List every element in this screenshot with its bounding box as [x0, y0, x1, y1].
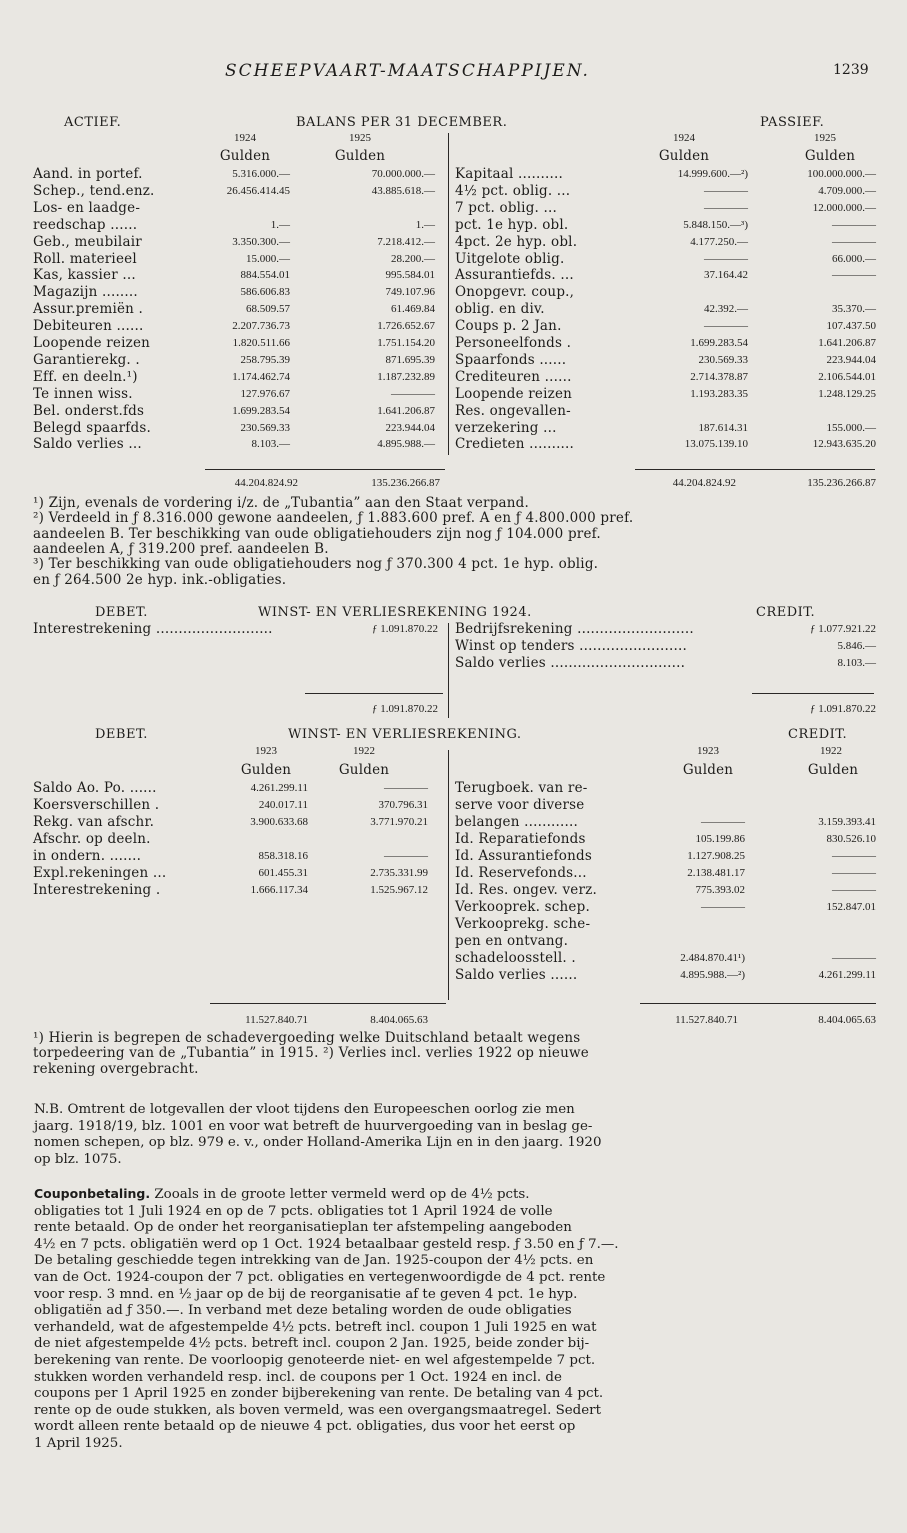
actief-row-1925: ————	[391, 387, 435, 400]
actief-row-label: Schep., tend.enz.	[33, 182, 155, 199]
coupon-line: verhandeld, wat de afgestempelde 4½ pcts. betreft incl. coupon 1 Juli 1925 en wat	[34, 1319, 597, 1335]
wv-debet-row-2: 1.525.967.12	[370, 884, 428, 896]
wv1924-credit-value: 5.846.—	[837, 640, 876, 652]
wv-credit-row-label: Saldo verlies ......	[455, 967, 578, 983]
passief-row-label: pct. 1e hyp. obl.	[455, 216, 569, 233]
nb-line: jaarg. 1918/19, blz. 1001 en voor wat betreft de huurvergoeding van in beslag ge-	[34, 1118, 593, 1134]
passief-row-1925: 100.000.000.—	[807, 168, 876, 180]
actief-row-label: Aand. in portef.	[33, 166, 143, 182]
wv-debet-row-label: Afschr. op deeln.	[33, 831, 151, 847]
wv1924-debet-total-rule	[305, 693, 443, 694]
passief-row-label: 4½ pct. oblig. ...	[455, 182, 571, 199]
passief-row-1925: 35.370.—	[832, 303, 876, 316]
actief-row-1924: 26.456.414.45	[226, 184, 290, 197]
wv1924-credit-total-rule	[752, 693, 874, 694]
passief-row-1925: ————	[832, 235, 876, 248]
actief-row-label: Debiteuren ......	[33, 318, 144, 335]
balans-footnote-line: aandeelen A, ƒ 319.200 pref. aandeelen B.	[33, 540, 329, 557]
passief-row-1924: ————	[704, 252, 748, 265]
nb-line: op blz. 1075.	[34, 1151, 122, 1167]
wv-credit-label: CREDIT.	[788, 727, 848, 742]
actief-row-1925: 1.726.652.67	[377, 320, 435, 333]
wv-credit-row-2: 3.159.393.41	[818, 816, 876, 828]
wv-debet-row-1: 1.666.117.34	[250, 884, 308, 896]
coupon-line: coupons per 1 April 1925 en zonder bijberekening van rente. De betaling van 4 pct.	[34, 1386, 604, 1402]
actief-row-1925: 995.584.01	[385, 269, 435, 282]
wv-title: WINST- EN VERLIESREKENING.	[288, 727, 522, 742]
wv1924-divider	[448, 623, 449, 718]
coupon-line: van de Oct. 1924-coupon der 7 pct. obligaties en vertegenwoordigde de 4 pct. rente	[34, 1269, 606, 1285]
wv-credit-total-rule	[640, 1003, 876, 1004]
actief-row-1925: 223.944.04	[385, 421, 435, 434]
wv1924-debet-label: DEBET.	[95, 605, 148, 620]
wv-divider	[448, 750, 449, 1000]
passief-row-label: 4pct. 2e hyp. obl.	[455, 233, 578, 250]
passief-row-1924: ————	[704, 320, 748, 333]
actief-row-1924: 1.699.283.54	[232, 404, 290, 417]
passief-unit-1924: Gulden	[658, 148, 710, 164]
actief-row-1925: 1.187.232.89	[377, 370, 435, 383]
balans-passief-total-1924: 44.204.824.92	[672, 477, 736, 489]
coupon-line: obligaties tot 1 Juli 1924 en op de 7 pcts. obligaties tot 1 April 1924 de volle	[34, 1203, 553, 1219]
coupon-line: Zooals in de groote letter vermeld werd op de 4½ pcts.	[150, 1187, 530, 1202]
coupon-line: stukken worden verhandeld resp. incl. de coupons per 1 Oct. 1924 en incl. de	[34, 1369, 562, 1385]
wv-credit-row-label: Id. Reparatiefonds	[455, 831, 586, 847]
wv-footnote-line: torpedeering van de „Tubantia” in 1915. ²) Verlies incl. verlies 1922 op nieuwe	[33, 1045, 589, 1062]
passief-row-label: Onopgevr. coup.,	[455, 284, 575, 301]
wv-debet-row-1: 4.261.299.11	[250, 782, 308, 794]
wv-credit-row-label: schadeloosstell. .	[455, 950, 576, 966]
passief-row-label: Spaarfonds ......	[455, 351, 567, 368]
passief-row-label: Kapitaal ..........	[455, 166, 563, 182]
nb-line: N.B. Omtrent de lotgevallen der vloot tijdens den Europeeschen oorlog zie men	[34, 1102, 575, 1117]
actief-row-1924: 2.207.736.73	[232, 320, 290, 333]
wv-debet-label: DEBET.	[95, 727, 148, 742]
actief-row-1924: 15.000.—	[246, 252, 290, 265]
actief-row-1925: 871.695.39	[385, 353, 435, 366]
actief-row-1925: 28.200.—	[391, 252, 435, 265]
balans-actief-total-1925: 135.236.266.87	[371, 477, 440, 489]
passief-row-label: Coups p. 2 Jan.	[455, 318, 562, 335]
wv-credit-row-1: ————	[701, 901, 745, 913]
balans-passief-total-rule	[635, 469, 875, 470]
coupon-heading: Couponbetaling.	[34, 1186, 151, 1201]
actief-row-label: Kas, kassier ...	[33, 267, 136, 284]
wv-credit-row-label: belangen ............	[455, 814, 579, 830]
wv-credit-year-2: 1922	[820, 745, 842, 757]
wv-credit-row-label: Verkooprekg. sche-	[455, 916, 591, 932]
balans-title: BALANS PER 31 DECEMBER.	[296, 115, 508, 130]
actief-row-label: Saldo verlies ...	[33, 436, 142, 453]
balans-divider	[448, 133, 449, 455]
running-title: SCHEEPVAART-MAATSCHAPPIJEN.	[225, 61, 590, 81]
wv-debet-year-2: 1922	[353, 745, 375, 757]
wv-credit-unit-2: Gulden	[807, 762, 859, 778]
wv-debet-row-2: 370.796.31	[378, 799, 428, 811]
actief-row-label: Bel. onderst.fds	[33, 402, 145, 419]
passief-row-label: Loopende reizen	[455, 385, 573, 402]
actief-year-1924: 1924	[234, 132, 256, 144]
wv1924-debet-value: ƒ 1.091.870.22	[372, 623, 438, 635]
wv-credit-row-label: Id. Reservefonds...	[455, 865, 587, 881]
passief-row-1925: 2.106.544.01	[818, 370, 876, 383]
wv1924-title: WINST- EN VERLIESREKENING 1924.	[258, 605, 532, 620]
actief-row-1925: 1.641.206.87	[377, 404, 435, 417]
wv-credit-row-label: pen en ontvang.	[455, 933, 569, 949]
actief-row-1925: 4.895.988.—	[377, 438, 435, 451]
balans-actief-total-rule	[205, 469, 445, 470]
passief-row-1924: 1.193.283.35	[690, 387, 748, 400]
coupon-line: rente betaald. Op de onder het reorganisatieplan ter afstempeling aangeboden	[34, 1220, 572, 1236]
wv-debet-row-label: Interestrekening .	[33, 882, 161, 898]
passief-row-1925: 1.641.206.87	[818, 337, 876, 349]
passief-row-label: verzekering ...	[455, 419, 557, 436]
passief-year-1925: 1925	[814, 132, 836, 144]
actief-row-label: Magazijn ........	[33, 284, 138, 301]
wv-credit-row-label: Id. Assurantiefonds	[455, 848, 592, 864]
couponbetaling-paragraph	[34, 1186, 876, 1453]
actief-row-1925: 1.—	[415, 218, 435, 231]
actief-row-label: Geb., meubilair	[33, 233, 142, 250]
wv-credit-row-1: 1.127.908.25	[687, 850, 745, 862]
wv-debet-unit-1: Gulden	[240, 762, 292, 778]
passief-row-label: Personeelfonds .	[455, 335, 572, 351]
actief-label: ACTIEF.	[64, 115, 122, 130]
actief-row-1925: 43.885.618.—	[371, 184, 435, 197]
wv-debet-row-1: 3.900.633.68	[250, 816, 308, 828]
passief-row-1925: 12.000.000.—	[812, 201, 876, 214]
balans-footnote-line: aandeelen B. Ter beschikking van oude obligatiehouders zijn nog ƒ 104.000 pref.	[33, 525, 601, 542]
nb-paragraph	[34, 1102, 876, 1168]
coupon-line: 1 April 1925.	[34, 1435, 123, 1451]
coupon-line: rente op de oude stukken, als boven vermeld, was een overgangsmaatregel. Sedert	[34, 1402, 601, 1418]
passief-row-label: Assurantiefds. ...	[455, 267, 574, 284]
wv-debet-row-label: Expl.rekeningen ...	[33, 865, 167, 881]
passief-row-1924: ————	[704, 184, 748, 197]
passief-row-1924: 37.164.42	[704, 269, 748, 282]
passief-row-1925: 223.944.04	[826, 353, 876, 366]
actief-row-1924: 8.103.—	[251, 438, 290, 451]
wv-credit-row-1: 2.484.870.41¹)	[680, 952, 745, 964]
wv-debet-row-label: in ondern. .......	[33, 848, 142, 864]
actief-row-1925: 70.000.000.—	[371, 168, 435, 180]
actief-row-label: Garantierekg. .	[33, 351, 140, 368]
wv1924-credit-label-row: Bedrijfsrekening ..........................	[455, 621, 694, 637]
actief-row-1925: 61.469.84	[391, 303, 435, 316]
passief-row-1925: 12.943.635.20	[812, 438, 876, 451]
balans-footnote-line: ¹) Zijn, evenals de vordering i/z. de „Tubantia” aan den Staat verpand.	[33, 495, 530, 511]
wv1924-credit-label-row: Saldo verlies ..............................	[455, 655, 686, 671]
actief-row-label: Roll. materieel	[33, 250, 137, 267]
wv1924-credit-value: ƒ 1.077.921.22	[810, 623, 876, 635]
wv-credit-unit-1: Gulden	[682, 762, 734, 778]
wv-debet-total-1: 11.527.840.71	[245, 1014, 308, 1026]
wv-debet-total-rule	[210, 1003, 446, 1004]
coupon-line: voor resp. 3 mnd. en ½ jaar op de bij de reorganisatie af te geven 4 pct. 1e hyp.	[34, 1286, 578, 1302]
wv-debet-row-2: 2.735.331.99	[370, 867, 428, 879]
wv-credit-row-2: ————	[832, 952, 876, 964]
actief-row-label: Eff. en deeln.¹)	[33, 368, 138, 385]
wv-debet-row-1: 858.318.16	[258, 850, 308, 862]
actief-unit-1925: Gulden	[334, 148, 386, 164]
actief-row-label: Loopende reizen	[33, 335, 151, 351]
balans-footnote-line: ³) Ter beschikking van oude obligatiehouders nog ƒ 370.300 4 pct. 1e hyp. oblig.	[33, 556, 599, 573]
actief-row-label: Assur.premiën .	[33, 301, 144, 318]
actief-row-label: Belegd spaarfds.	[33, 419, 151, 436]
coupon-line: wordt alleen rente betaald op de nieuwe 4 pct. obligaties, dus voor het eerst op	[34, 1419, 576, 1435]
balans-actief-total-1924: 44.204.824.92	[234, 477, 298, 489]
passief-row-1924: 230.569.33	[698, 353, 748, 366]
passief-row-1925: 4.709.000.—	[818, 184, 876, 197]
wv-debet-row-1: 240.017.11	[258, 799, 308, 811]
wv1924-debet-total: ƒ 1.091.870.22	[372, 703, 438, 715]
wv-credit-row-1: ————	[701, 816, 745, 828]
wv1924-credit-value: 8.103.—	[837, 657, 876, 669]
wv-debet-row-2: 3.771.970.21	[370, 816, 428, 828]
wv-credit-row-2: 830.526.10	[826, 833, 876, 845]
actief-row-1924: 258.795.39	[240, 353, 290, 366]
actief-year-1925: 1925	[349, 132, 371, 144]
wv-credit-row-label: Id. Res. ongev. verz.	[455, 882, 597, 898]
passief-row-1925: 1.248.129.25	[818, 387, 876, 400]
passief-row-label: oblig. en div.	[455, 301, 545, 318]
passief-row-label: Res. ongevallen-	[455, 402, 571, 419]
wv1924-credit-total: ƒ 1.091.870.22	[810, 703, 876, 715]
passief-label: PASSIEF.	[760, 115, 825, 130]
actief-row-1925: 7.218.412.—	[377, 235, 435, 248]
wv-debet-row-label: Rekg. van afschr.	[33, 814, 155, 830]
wv-credit-row-2: ————	[832, 867, 876, 879]
wv-credit-row-label: Verkooprek. schep.	[455, 899, 590, 915]
passief-row-1925: ————	[832, 218, 876, 231]
balans-footnote-line: ²) Verdeeld in ƒ 8.316.000 gewone aandeelen, ƒ 1.883.600 pref. A en ƒ 4.800.000 pref.	[33, 510, 634, 527]
wv-credit-row-1: 4.895.988.—²)	[680, 969, 745, 981]
wv-debet-row-1: 601.455.31	[258, 867, 308, 879]
actief-row-1924: 1.—	[270, 218, 290, 231]
passief-row-1924: 13.075.139.10	[684, 438, 748, 451]
actief-row-1924: 3.350.300.—	[232, 235, 290, 248]
wv-credit-row-2: 152.847.01	[826, 901, 876, 913]
passief-unit-1925: Gulden	[804, 148, 856, 164]
actief-row-1924: 127.976.67	[240, 387, 290, 400]
coupon-first-line	[34, 1186, 876, 1204]
passief-row-1924: 14.999.600.—²)	[677, 168, 748, 180]
balans-footnote-line: en ƒ 264.500 2e hyp. ink.-obligaties.	[33, 571, 287, 588]
passief-row-1924: 187.614.31	[698, 421, 748, 434]
actief-row-label: reedschap ......	[33, 216, 138, 233]
nb-line: nomen schepen, op blz. 979 e. v., onder Holland-Amerika Lijn en in den jaarg. 1920	[34, 1135, 602, 1151]
actief-row-1924: 586.606.83	[240, 286, 290, 299]
coupon-line: berekening van rente. De voorloopig genoteerde niet- en wel afgestempelde 7 pct.	[34, 1352, 596, 1368]
passief-year-1924: 1924	[673, 132, 695, 144]
passief-row-label: Credieten ..........	[455, 436, 575, 453]
wv-credit-row-2: ————	[832, 884, 876, 896]
wv-credit-row-label: Terugboek. van re-	[455, 780, 588, 796]
wv-credit-row-1: 105.199.86	[695, 833, 745, 845]
wv-credit-year-1: 1923	[697, 745, 719, 757]
passief-row-1924: 5.848.150.—³)	[683, 218, 748, 231]
passief-row-1924: 2.714.378.87	[690, 370, 748, 383]
passief-row-1924: 42.392.—	[704, 303, 748, 316]
actief-row-1924: 1.174.462.74	[232, 370, 290, 383]
passief-row-label: 7 pct. oblig. ...	[455, 199, 557, 216]
actief-row-1925: 749.107.96	[385, 286, 435, 299]
wv-debet-row-2: ————	[384, 782, 428, 794]
wv-debet-row-label: Saldo Ao. Po. ......	[33, 780, 157, 796]
coupon-line: De betaling geschiedde tegen intrekking van de Jan. 1925-coupon der 4½ pcts. en	[34, 1253, 594, 1269]
wv-footnote-line: rekening overgebracht.	[33, 1060, 199, 1077]
wv-credit-row-2: 4.261.299.11	[818, 969, 876, 981]
wv-debet-row-2: ————	[384, 850, 428, 862]
wv-debet-total-2: 8.404.065.63	[370, 1014, 428, 1026]
wv1924-debet-label-row: Interestrekening ..........................	[33, 621, 273, 637]
wv-credit-row-1: 775.393.02	[695, 884, 745, 896]
actief-row-1924: 5.316.000.—	[232, 168, 290, 180]
passief-row-1925: ————	[832, 269, 876, 282]
wv-debet-row-label: Koersverschillen .	[33, 797, 160, 813]
wv-credit-row-label: serve voor diverse	[455, 797, 585, 813]
coupon-line: 4½ en 7 pcts. obligatiën werd op 1 Oct. 1924 betaalbaar gesteld resp. ƒ 3.50 en ƒ 7.—.	[34, 1236, 619, 1252]
actief-row-label: Los- en laadge-	[33, 199, 141, 216]
wv-footnote-line: ¹) Hierin is begrepen de schadevergoeding welke Duitschland betaalt wegens	[33, 1030, 581, 1046]
wv-credit-total-1: 11.527.840.71	[675, 1014, 738, 1026]
coupon-line: de niet afgestempelde 4½ pcts. betreft incl. coupon 2 Jan. 1925, beide zonder bij-	[34, 1336, 590, 1352]
passief-row-1924: 4.177.250.—	[690, 235, 748, 248]
wv-credit-row-1: 2.138.481.17	[687, 867, 745, 879]
passief-row-1925: 107.437.50	[826, 320, 876, 333]
passief-row-label: Uitgelote oblig.	[455, 250, 565, 267]
actief-unit-1924: Gulden	[219, 148, 271, 164]
passief-row-1925: 66.000.—	[832, 252, 876, 265]
actief-row-1924: 1.820.511.66	[232, 337, 290, 349]
wv-debet-year-1: 1923	[255, 745, 277, 757]
wv1924-credit-label: CREDIT.	[756, 605, 816, 620]
wv-debet-unit-2: Gulden	[338, 762, 390, 778]
actief-row-1924: 884.554.01	[240, 269, 290, 282]
page-number: 1239	[833, 62, 869, 78]
actief-row-label: Te innen wiss.	[33, 385, 133, 402]
passief-row-label: Crediteuren ......	[455, 368, 572, 385]
passief-row-1925: 155.000.—	[826, 421, 876, 434]
wv-credit-row-2: ————	[832, 850, 876, 862]
balans-passief-total-1925: 135.236.266.87	[807, 477, 876, 489]
coupon-line: obligatiën ad ƒ 350.—. In verband met deze betaling worden de oude obligaties	[34, 1303, 572, 1319]
actief-row-1924: 68.509.57	[246, 303, 290, 316]
passief-row-1924: ————	[704, 201, 748, 214]
wv-credit-total-2: 8.404.065.63	[818, 1014, 876, 1026]
actief-row-1925: 1.751.154.20	[377, 337, 435, 349]
passief-row-1924: 1.699.283.54	[690, 337, 748, 349]
wv1924-credit-label-row: Winst op tenders ........................	[455, 638, 687, 654]
actief-row-1924: 230.569.33	[240, 421, 290, 434]
